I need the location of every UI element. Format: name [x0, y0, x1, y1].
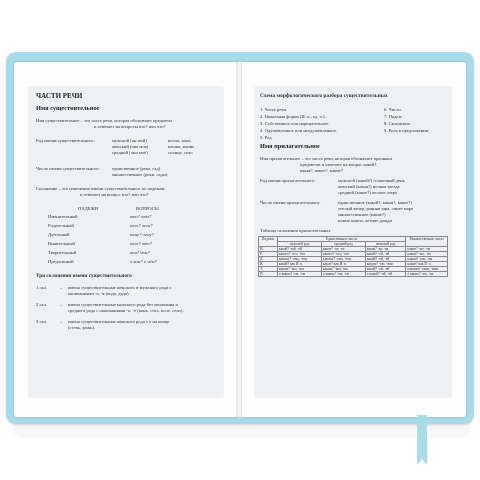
table-row: [259, 272, 448, 277]
table-cell: какому? -ому, -ему: [321, 257, 365, 262]
number-pl: множественное (реки, сады): [112, 172, 168, 177]
table-cell: о каком? -ом, -ем: [321, 272, 365, 277]
table-cell: П.: [259, 272, 278, 277]
case-name: Творительный: [48, 250, 77, 255]
adj-number-row: единственное (какой?, какая?, какое?): [338, 200, 412, 205]
right-page: [242, 62, 466, 417]
table-title: Таблица склонения прилагательных: [260, 228, 331, 233]
scheme-item: 7. Падеж.: [384, 114, 403, 119]
page-title: ЧАСТИ РЕЧИ: [36, 92, 83, 100]
three-declensions-heading: Три склонения имени существительного: [36, 273, 132, 279]
gender-f-ex: кошка, жизнь: [168, 144, 195, 149]
table-header-cell: средний род: [321, 242, 365, 247]
adj-def-3: какая?, какое?, какие?: [300, 168, 343, 173]
adj-number-row: новые книги, летние дожди: [338, 218, 392, 223]
gender-n: средний (оно моё): [112, 150, 148, 155]
noun-def-2: и отвечает на вопросы кто? или что?: [94, 124, 166, 129]
table-cell: каких? -ых, -их: [406, 252, 448, 257]
table-cell: Д.: [259, 257, 278, 262]
adj-number-label: Число имени прилагательного:: [260, 200, 321, 205]
table-cell: о каком? -ом, -ем: [277, 272, 321, 277]
declension-table: [258, 236, 448, 277]
right-panel: [254, 86, 452, 398]
table-cell: Т.: [259, 267, 278, 272]
table-cell: какое? -ое, -ее: [321, 247, 365, 252]
table-cell: какими? -ыми, -ими: [406, 267, 448, 272]
table-cell: какое? как И. п.: [321, 262, 365, 267]
left-panel: [28, 86, 224, 398]
gender-n-ex: солнце, село: [168, 150, 193, 155]
declension-def-2: и отвечает на вопрос кто? или что?: [80, 192, 149, 197]
decl-3-text-2: (степь, рожь).: [68, 325, 95, 330]
number-sg: единственное (река, сад): [112, 166, 161, 171]
table-cell: В.: [259, 262, 278, 267]
decl-2-dash: –: [60, 302, 63, 307]
scheme-heading: Схема морфологического разбора существительных: [260, 93, 388, 99]
table-cell: каким? -ым, -им: [277, 267, 321, 272]
adj-def-2: предметов и отвечает на вопрос какой?,: [300, 162, 378, 167]
table-cell: какие? -ые, -ие: [406, 247, 448, 252]
adj-number-row: теплый вечер, ранняя зара, синее море: [338, 206, 414, 211]
decl-1-text-2: окончаниями -а, -я (вода, дядя).: [68, 291, 130, 296]
decl-3-dash: –: [60, 319, 63, 324]
decl-1-dash: –: [60, 285, 63, 290]
table-header-cell: мужской род: [277, 242, 321, 247]
table-header-cell: женский род: [365, 242, 406, 247]
adj-number-row: множественное (какие?): [338, 212, 386, 217]
table-cell: каким? -ым, -им: [321, 267, 365, 272]
table-cell: какой? -ый, -ой: [277, 247, 321, 252]
number-label: Число имени существительного:: [36, 166, 100, 171]
adj-gender-row: женский (какая?) ночная звезда: [338, 184, 400, 189]
case-question: кому? чему?: [130, 232, 154, 237]
table-cell: какие? как И. п.: [406, 262, 448, 267]
case-name: Дательный: [48, 232, 70, 237]
table-cell: какую? -ую, -юю: [365, 262, 406, 267]
case-question: кто? что?: [130, 214, 152, 219]
scheme-item: 6. Число.: [384, 107, 402, 112]
case-name: Предложный: [48, 259, 74, 264]
table-cell: какого? -ого, -его: [321, 252, 365, 257]
scheme-item: 4. Одушевленное или неодушевленное.: [260, 128, 338, 133]
gender-label: Род имени существительного:: [36, 138, 95, 143]
adj-gender-label: Род имени прилагательного:: [260, 178, 316, 183]
decl-2-text: имена существительные мужского рода без окончания и: [68, 302, 178, 307]
table-cell: Р.: [259, 252, 278, 257]
scheme-item: 8. Склонение.: [384, 121, 412, 126]
scheme-item: 5. Род.: [260, 135, 273, 140]
adj-gender-row: мужской (какой?) солнечный день: [338, 178, 405, 183]
left-page: [14, 62, 238, 417]
table-cell: каким? -ым, -им: [406, 257, 448, 262]
decl-2-num: 2 скл.: [36, 302, 48, 307]
gender-f: женский (она моя): [112, 144, 149, 149]
table-cell: какого? -ого, -его: [277, 252, 321, 257]
table-cell: о какой? -ой, -ей: [365, 272, 406, 277]
adj-def-1: Имя прилагательное – это часть речи, которая обозначает признаки: [260, 156, 392, 161]
case-question: о ком? о чём?: [130, 259, 157, 264]
table-header-cell: Множественное число: [406, 237, 448, 247]
scheme-item: 3. Собственное или нарицательное.: [260, 121, 330, 126]
questions-header: ВОПРОСЫ: [136, 206, 159, 211]
case-question: кого? что?: [130, 241, 152, 246]
case-name: Родительный: [48, 223, 74, 228]
table-cell: какая? -ая, -яя: [365, 247, 406, 252]
decl-2-text-2: среднего рода с окончаниями -о, -е (конь, стол, поле, село).: [68, 308, 184, 313]
table-cell: какой? как И. п.: [277, 262, 321, 267]
cases-header: ПАДЕЖИ: [78, 206, 99, 211]
bookmark-ribbon: [417, 415, 427, 465]
adj-gender-row: средний (какое?) лесное озеро: [338, 190, 398, 195]
case-question: кого? чего?: [130, 223, 153, 228]
table-header-cell: Падежи: [259, 237, 278, 247]
declension-def-1: Склонение – это изменение имени существительного по падежам.: [36, 186, 166, 191]
gender-m: мужской (он мой): [112, 138, 147, 143]
noun-def-1: Имя существительное – это часть речи, которая обозначает предметы: [36, 118, 173, 123]
case-name: Винительный: [48, 241, 75, 246]
decl-1-text: имена существительные женского и мужского рода с: [68, 285, 172, 290]
gender-m-ex: носок, конь: [168, 138, 191, 143]
decl-1-num: 1 скл.: [36, 285, 48, 290]
table-cell: какой? -ой, -ей: [365, 267, 406, 272]
table-cell: И.: [259, 247, 278, 252]
case-name: Именительный: [48, 214, 78, 219]
table-cell: какому? -ому, -ему: [277, 257, 321, 262]
table-cell: какой? -ой, -ей: [365, 252, 406, 257]
scheme-item: 2. Начальная форма (И. п., ед. ч.).: [260, 114, 326, 119]
adjective-heading: Имя прилагательное: [260, 143, 320, 150]
decl-3-text: имена существительные женского рода с ь на конце: [68, 319, 170, 324]
scheme-item: 1. Часть речи.: [260, 107, 288, 112]
table-cell: какой? -ой, -ей: [365, 257, 406, 262]
scheme-item: 9. Роль в предложении.: [384, 128, 430, 133]
table-header-cell: Единственное число: [277, 237, 406, 242]
case-question: кем? чем?: [130, 250, 150, 255]
table-cell: о каких? -ых, -их: [406, 272, 448, 277]
noun-heading: Имя существительное: [36, 105, 100, 112]
decl-3-num: 3 скл.: [36, 319, 48, 324]
